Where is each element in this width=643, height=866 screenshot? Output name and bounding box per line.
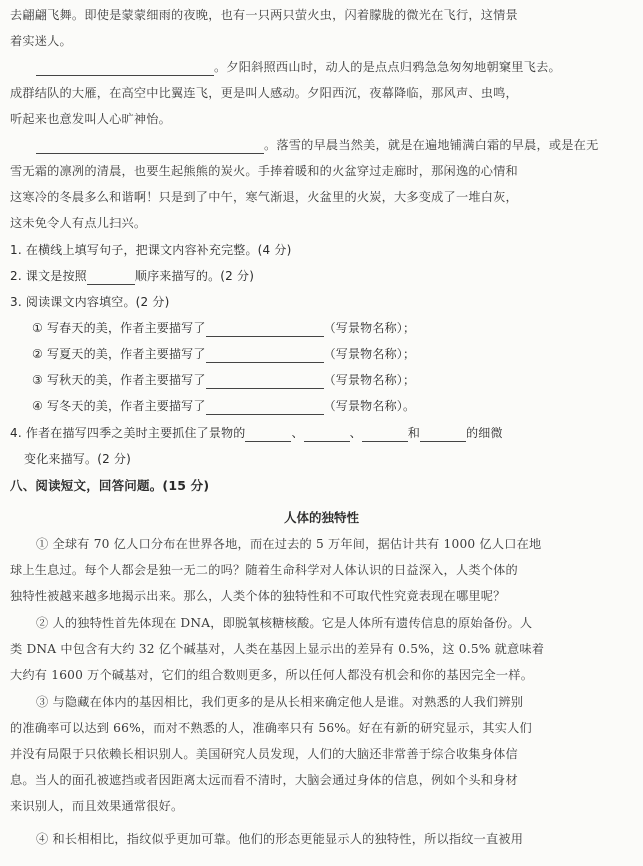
article-line: ② 人的独特性首先体现在 DNA，即脱氧核糖核酸。它是人体所有遗传信息的原始备份。人 [36, 616, 533, 630]
question-4-cont: 变化来描写。(2 分) [24, 452, 132, 466]
passage-line: 听起来也意发叫人心旷神怡。 [10, 112, 172, 126]
article-line: 的准确率可以达到 66%，而对不熟悉的人，准确率只有 56%。好在有新的研究显示，其实人们 [10, 721, 532, 735]
fill-blank[interactable] [36, 62, 214, 76]
article-line: 息。当人的面孔被遮挡或者因距离太远而看不清时，大脑会通过身体的信息，例如个头和身材 [10, 773, 518, 787]
fill-blank[interactable] [304, 428, 350, 442]
article-line: ① 全球有 70 亿人口分布在世界各地，而在过去的 5 万年间，据估计共有 1000 亿人口在地 [36, 537, 542, 551]
question-3: 3. 阅读课文内容填空。(2 分) [10, 295, 170, 309]
article-line: 球上生息过。每个人都会是独一无二的吗？随着生命科学对人体认识的日益深入，人类个体的 [10, 563, 518, 577]
fill-blank[interactable] [362, 428, 408, 442]
passage-line: 着实迷人。 [10, 34, 72, 48]
passage-line: 去翩翩飞舞。即使是蒙蒙细雨的夜晚，也有一只两只萤火虫，闪着朦胧的微光在飞行，这情景 [10, 8, 518, 22]
fill-blank[interactable] [206, 375, 324, 389]
question-2: 2. 课文是按照 顺序来描写的。(2 分) [10, 269, 255, 283]
fill-blank[interactable] [87, 271, 135, 285]
passage-paragraph-summer: 。夕阳斜照西山时，动人的是点点归鸦急急匆匆地朝窠里飞去。 [10, 58, 631, 76]
fill-blank[interactable] [206, 323, 324, 337]
section-heading: 八、阅读短文，回答问题。(15 分) [10, 478, 210, 493]
article-line: 来识别人，而且效果通常很好。 [10, 799, 184, 813]
passage-line: 成群结队的大雁，在高空中比翼连飞，更是叫人感动。夕阳西沉，夜幕降临，那风声、虫鸣， [10, 86, 518, 100]
fill-blank[interactable] [420, 428, 466, 442]
fill-blank[interactable] [206, 401, 324, 415]
article-line: 类 DNA 中包含有大约 32 亿个碱基对，人类在基因上显示出的差异有 0.5%，这 0.5% 就意味着 [10, 642, 545, 656]
article-line: ④ 和长相相比，指纹似乎更加可靠。他们的形态更能显示人的独特性，所以指纹一直被用 [36, 832, 524, 846]
passage-line: 雪无霜的凛冽的清晨，也要生起熊熊的炭火。手捧着暖和的火盆穿过走廊时，那闲逸的心情和 [10, 164, 518, 178]
article-title: 人体的独特性 [283, 510, 359, 525]
passage-paragraph-winter: 。落雪的早晨当然美，就是在遍地铺满白霜的早晨，或是在无 [10, 136, 631, 154]
fill-blank[interactable] [36, 140, 264, 154]
article-line: 大约有 1600 万个碱基对，它们的组合数则更多，所以任何人都没有机会和你的基因完全一样。 [10, 668, 534, 682]
question-3-item: ③ 写秋天的美，作者主要描写了 （写景物名称）； [32, 373, 416, 387]
question-4: 4. 作者在描写四季之美时主要抓住了景物的 、 、 和 的细微 [10, 426, 503, 440]
passage-line: 这寒冷的冬晨多么和谐啊！只是到了中午，寒气渐退，火盆里的火炭，大多变成了一堆白灰， [10, 190, 518, 204]
question-1: 1. 在横线上填写句子，把课文内容补充完整。(4 分) [10, 243, 292, 257]
fill-blank[interactable] [206, 349, 324, 363]
question-3-item: ④ 写冬天的美，作者主要描写了 （写景物名称）。 [32, 399, 416, 413]
article-line: ③ 与隐藏在体内的基因相比，我们更多的是从长相来确定他人是谁。对熟悉的人我们辨别 [36, 695, 524, 709]
article-line: 独特性被越来越多地揭示出来。那么，人类个体的独特性和不可取代性究竟表现在哪里呢？ [10, 589, 506, 603]
question-3-item: ② 写夏天的美，作者主要描写了 （写景物名称）； [32, 347, 416, 361]
fill-blank[interactable] [245, 428, 291, 442]
article-line: 并没有局限于只依赖长相识别人。美国研究人员发现，人们的大脑还非常善于综合收集身体信 [10, 747, 518, 761]
passage-line: 这未免令人有点儿扫兴。 [10, 216, 147, 230]
question-3-item: ① 写春天的美，作者主要描写了 （写景物名称）； [32, 321, 416, 335]
